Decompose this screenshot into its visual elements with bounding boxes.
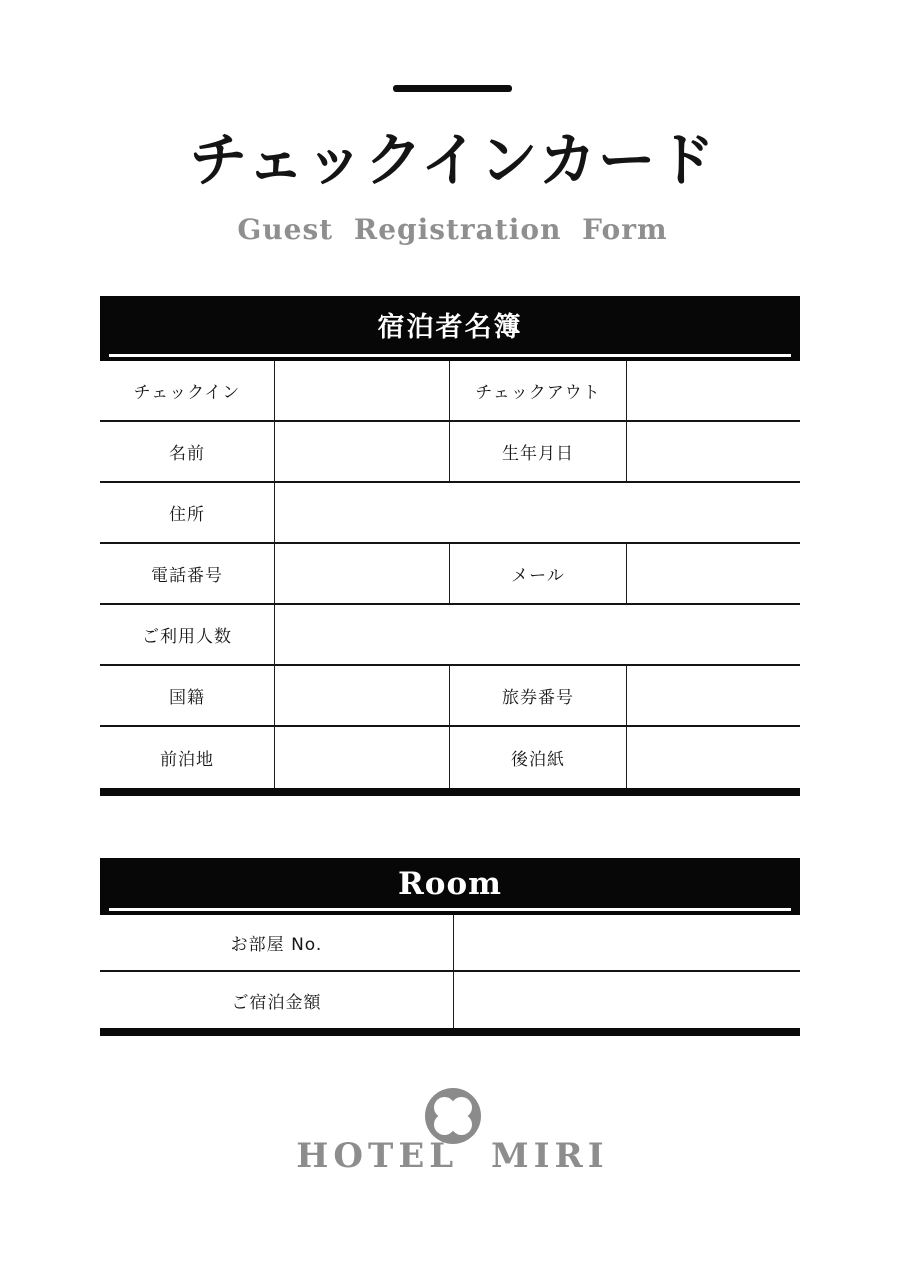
field-value-guest-count[interactable] <box>275 605 800 664</box>
table-row-address <box>100 483 800 544</box>
table-row-previous-next-stay <box>100 727 800 788</box>
room-table <box>100 858 800 1036</box>
field-value-name[interactable] <box>275 422 450 481</box>
field-label-checkout: チェックアウト <box>450 361 627 420</box>
header-inset-line <box>109 354 791 357</box>
field-label-phone: 電話番号 <box>100 544 275 603</box>
field-value-checkout[interactable] <box>627 361 800 420</box>
field-label-room-charge: ご宿泊金額 <box>100 972 454 1028</box>
field-value-passport-number[interactable] <box>627 666 800 725</box>
field-label-name: 名前 <box>100 422 275 481</box>
field-value-room-charge[interactable] <box>454 972 800 1028</box>
field-label-passport-number: 旅券番号 <box>450 666 627 725</box>
accent-bar <box>393 85 512 92</box>
field-value-next-stay[interactable] <box>627 727 800 788</box>
field-label-email: メール <box>450 544 627 603</box>
field-label-guest-count: ご利用人数 <box>100 605 275 664</box>
field-value-birthdate[interactable] <box>627 422 800 481</box>
room-table-title: Room <box>398 865 502 902</box>
field-label-room-number: お部屋 No. <box>100 915 454 970</box>
field-label-birthdate: 生年月日 <box>450 422 627 481</box>
guest-table-header <box>100 296 800 361</box>
field-label-nationality: 国籍 <box>100 666 275 725</box>
table-row-nationality-passport <box>100 666 800 727</box>
guest-table-title: 宿泊者名簿 <box>377 312 523 343</box>
field-value-nationality[interactable] <box>275 666 450 725</box>
guest-register-table <box>100 296 800 796</box>
brand-name: HOTEL MIRI <box>296 1136 609 1176</box>
table-row-room-charge <box>100 972 800 1028</box>
table-row-checkin-checkout <box>100 361 800 422</box>
page-subtitle: Guest Registration Form <box>237 213 668 246</box>
table-row-phone-email <box>100 544 800 605</box>
field-value-phone[interactable] <box>275 544 450 603</box>
field-label-next-stay: 後泊紙 <box>450 727 627 788</box>
table-row-guest-count <box>100 605 800 666</box>
table-row-name-birthdate <box>100 422 800 483</box>
field-value-checkin[interactable] <box>275 361 450 420</box>
field-value-address[interactable] <box>275 483 800 542</box>
field-label-address: 住所 <box>100 483 275 542</box>
room-table-header <box>100 858 800 915</box>
field-label-checkin: チェックイン <box>100 361 275 420</box>
page-title: チェックインカード <box>189 126 716 194</box>
table-row-room-number <box>100 915 800 972</box>
field-value-previous-stay[interactable] <box>275 727 450 788</box>
field-label-previous-stay: 前泊地 <box>100 727 275 788</box>
header-inset-line <box>109 908 791 911</box>
field-value-email[interactable] <box>627 544 800 603</box>
field-value-room-number[interactable] <box>454 915 800 970</box>
